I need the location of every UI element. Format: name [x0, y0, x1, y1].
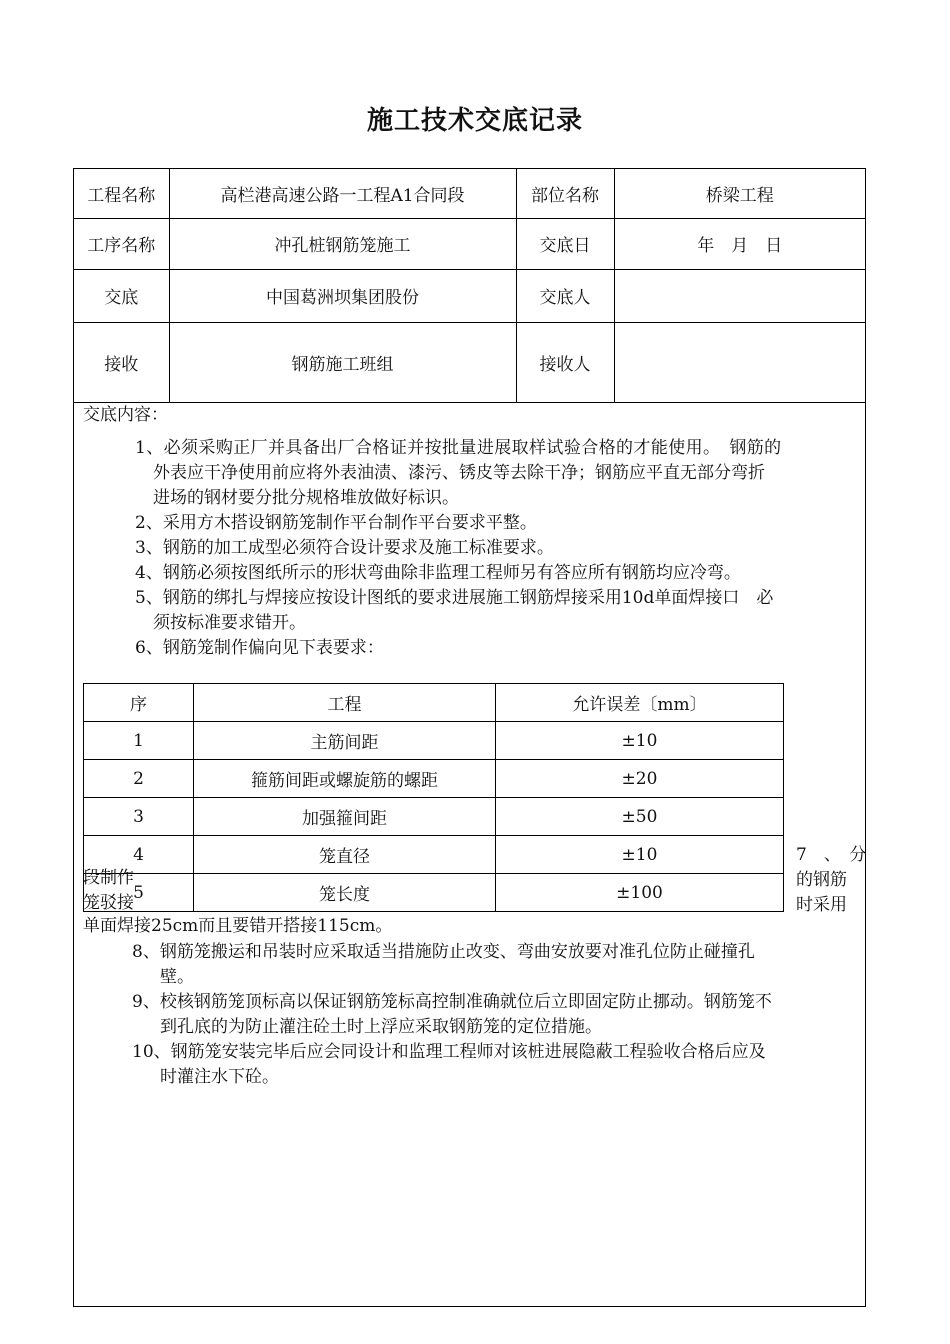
table-row	[84, 874, 784, 912]
label-receiver: 接收	[74, 322, 169, 402]
value-handover-person	[614, 269, 865, 322]
label-receiver-person: 接收人	[516, 322, 614, 402]
item-1-line-2: 外表应干净使用前应将外表油渍、漆污、锈皮等去除干净；钢筋应平直无部分弯折	[153, 463, 765, 483]
item-9-line-2: 到孔底的为防止灌注砼土时上浮应采取钢筋笼的定位措施。	[160, 1017, 602, 1037]
item-10-line-2: 时灌注水下砼。	[160, 1067, 279, 1087]
tolerance-cell-seq: 3	[84, 798, 194, 836]
item-9-line-1: 9、校核钢筋笼顶标高以保证钢筋笼标高控制准确就位后立即固定防止挪动。钢筋笼不	[132, 992, 772, 1012]
item-2: 2、采用方木搭设钢筋笼制作平台制作平台要求平整。	[135, 513, 537, 533]
tolerance-header-seq: 序	[84, 684, 194, 722]
value-section-name: 桥梁工程	[614, 169, 865, 218]
item-7-right-line-3: 时采用	[796, 895, 847, 915]
value-receiver-person	[614, 322, 865, 402]
tolerance-header-tolerance: 允许误差〔mm〕	[496, 684, 784, 722]
table-row	[84, 760, 784, 798]
item-6: 6、钢筋笼制作偏向见下表要求：	[135, 638, 384, 658]
tolerance-cell-item: 主筋间距	[194, 722, 496, 760]
tolerance-cell-item: 笼直径	[194, 836, 496, 874]
item-7-line-4: 单面焊接25cm而且要错开搭接115cm。	[83, 916, 393, 936]
header-row-process	[74, 218, 865, 269]
label-process-name: 工序名称	[74, 218, 169, 269]
tolerance-cell-item: 笼长度	[194, 874, 496, 912]
content-heading: 交底内容：	[83, 405, 168, 425]
tolerance-cell-tolerance: ±10	[496, 722, 784, 760]
tolerance-cell-seq: 4	[84, 836, 194, 874]
label-handover: 交底	[74, 269, 169, 322]
item-5-line-2: 须按标准要求错开。	[153, 613, 306, 633]
table-row	[84, 722, 784, 760]
tolerance-cell-tolerance: ±100	[496, 874, 784, 912]
item-10-line-1: 10、钢筋笼安装完毕后应会同设计和监理工程师对该桩进展隐蔽工程验收合格后应及	[132, 1042, 766, 1062]
label-handover-person: 交底人	[516, 269, 614, 322]
value-process-name: 冲孔桩钢筋笼施工	[169, 218, 516, 269]
tolerance-cell-item: 箍筋间距或螺旋筋的螺距	[194, 760, 496, 798]
item-7-right-line-1: 7 、 分	[796, 845, 867, 865]
tolerance-cell-tolerance: ±20	[496, 760, 784, 798]
header-row-receiver	[74, 322, 865, 402]
item-7-left-line-1: 段制作	[83, 868, 134, 888]
header-row-project	[74, 169, 865, 218]
item-7-left-line-2: 笼驳接	[83, 893, 134, 913]
item-8-line-1: 8、钢筋笼搬运和吊装时应采取适当措施防止改变、弯曲安放要对准孔位防止碰撞孔	[132, 942, 755, 962]
tolerance-table	[83, 683, 784, 912]
header-row-handover	[74, 269, 865, 322]
value-receiver-unit: 钢筋施工班组	[169, 322, 516, 402]
item-1-line-3: 进场的钢材要分批分规格堆放做好标识。	[153, 488, 459, 508]
item-1-line-1: 1、必须采购正厂并具备出厂合格证并按批量进展取样试验合格的才能使用。 钢筋的	[135, 438, 782, 458]
tolerance-cell-seq: 5	[84, 874, 194, 912]
value-project-name: 高栏港高速公路一工程A1合同段	[169, 169, 516, 218]
tolerance-cell-seq: 2	[84, 760, 194, 798]
table-row	[84, 836, 784, 874]
item-5-line-1: 5、钢筋的绑扎与焊接应按设计图纸的要求进展施工钢筋焊接采用10d单面焊接口 必	[135, 588, 774, 608]
item-3: 3、钢筋的加工成型必须符合设计要求及施工标准要求。	[135, 538, 554, 558]
document-title: 施工技术交底记录	[366, 106, 583, 136]
label-section-name: 部位名称	[516, 169, 614, 218]
tolerance-cell-seq: 1	[84, 722, 194, 760]
value-handover-unit: 中国葛洲坝集团股份	[169, 269, 516, 322]
value-handover-date: 年 月 日	[614, 218, 865, 269]
tolerance-cell-tolerance: ±50	[496, 798, 784, 836]
header-table	[74, 169, 865, 403]
table-row	[84, 798, 784, 836]
label-handover-date: 交底日	[516, 218, 614, 269]
label-project-name: 工程名称	[74, 169, 169, 218]
tolerance-header-item: 工程	[194, 684, 496, 722]
item-8-line-2: 壁。	[160, 967, 194, 987]
tolerance-header-row	[84, 684, 784, 722]
item-7-right-line-2: 的钢筋	[796, 870, 847, 890]
item-4: 4、钢筋必须按图纸所示的形状弯曲除非监理工程师另有答应所有钢筋均应冷弯。	[135, 563, 741, 583]
tolerance-cell-tolerance: ±10	[496, 836, 784, 874]
tolerance-cell-item: 加强箍间距	[194, 798, 496, 836]
